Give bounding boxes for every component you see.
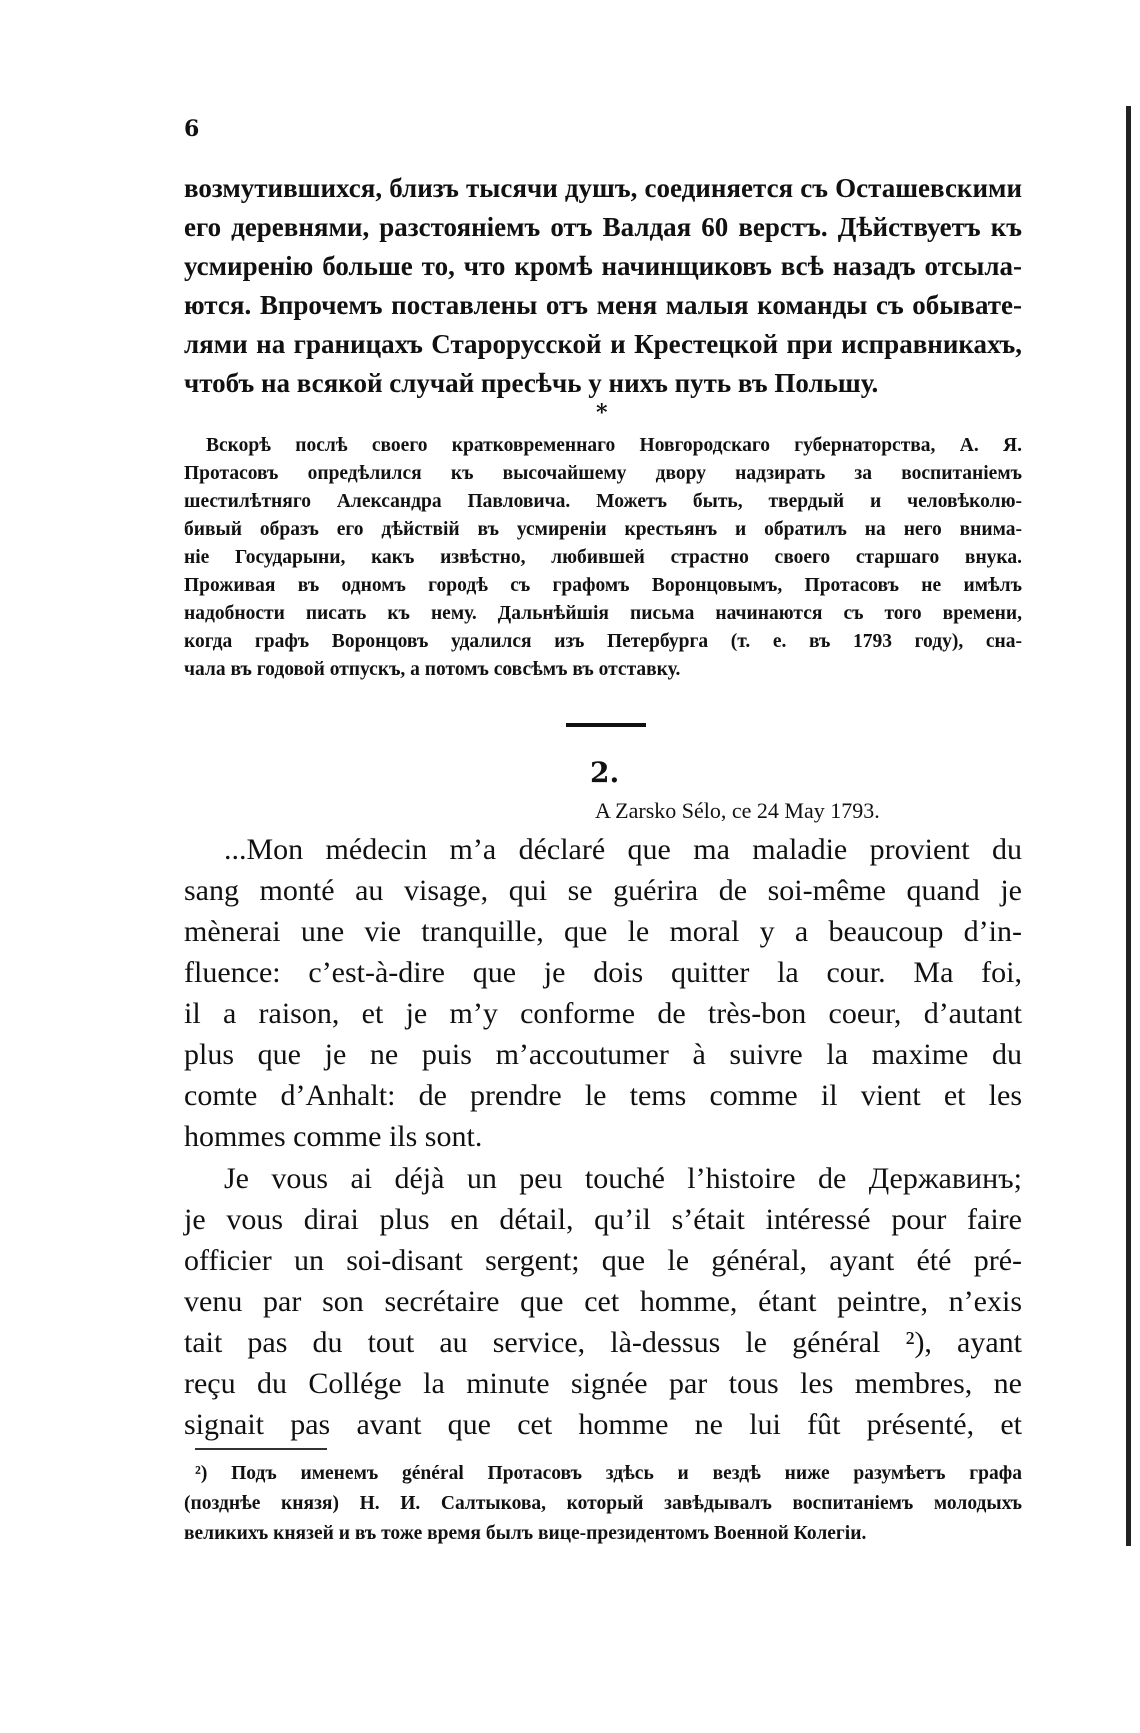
page-number: 6 — [184, 116, 200, 142]
french-text-line: sang monté au visage, qui se guérira de soi-même quand je — [184, 874, 1022, 907]
footnote-separator — [195, 1448, 327, 1450]
french-text-line: officier un soi-disant sergent; que le général, ayant été pré- — [184, 1244, 1022, 1277]
french-text-line: plus que je ne puis m’accoutumer à suivre la maxime du — [184, 1038, 1022, 1071]
french-text-line: venu par son secrétaire que cet homme, étant peintre, n’exis — [184, 1285, 1022, 1318]
french-text-line: fluence: c’est-à-dire que je dois quitter la cour. Ma foi, — [184, 956, 1022, 989]
french-text-line: reçu du Collége la minute signée par tous les membres, ne — [184, 1367, 1022, 1400]
french-text-line: il a raison, et je m’y conforme de très-bon coeur, d’autant — [184, 997, 1022, 1030]
french-text-line: hommes comme ils sont. — [184, 1120, 483, 1153]
french-text-line: signait pas avant que cet homme ne lui fût présenté, et — [184, 1408, 1022, 1441]
french-text-line: mènerai une vie tranquille, que le moral y a beaucoup d’in- — [184, 915, 1022, 948]
star-separator: * — [596, 400, 608, 426]
note-line: чала въ годовой отпускъ, а потомъ совсѣмъ въ отставку. — [184, 659, 681, 680]
letter-dateline: A Zarsko Sélo, ce 24 May 1793. — [595, 798, 880, 823]
page-edge-shadow — [1126, 106, 1131, 1546]
note-line: бивый образъ его дѣйствій въ усмиреніи крестьянъ и обратилъ на него внима- — [184, 519, 1022, 540]
letter-number: 2. — [590, 756, 620, 789]
note-line: надобности писать къ нему. Дальнѣйшія письма начинаются съ того времени, — [184, 603, 1022, 624]
footnote-line: (позднѣе князя) Н. И. Салтыкова, который завѣдывалъ воспитаніемъ молодыхъ — [184, 1493, 1022, 1514]
footnote-line: ²) Подъ именемъ général Протасовъ здѣсь и вездѣ ниже разумѣетъ графа — [195, 1463, 1022, 1484]
russian-text-line: ются. Впрочемъ поставлены отъ меня малыя команды съ обывате- — [184, 290, 1022, 320]
russian-text-line: его деревнями, разстояніемъ отъ Валдая 60 верстъ. Дѣйствуетъ къ — [184, 212, 1022, 242]
russian-text-line: чтобъ на всякой случай пресѣчь у нихъ путь въ Польшу. — [184, 368, 879, 398]
french-text-line: je vous dirai plus en détail, qu’il s’était intéressé pour faire — [184, 1203, 1022, 1236]
russian-text-line: возмутившихся, близъ тысячи душъ, соединяется съ Осташевскими — [184, 173, 1022, 203]
french-text-line: Je vous ai déjà un peu touché l’histoire de Державинъ; — [224, 1162, 1022, 1195]
french-text-line: comte d’Anhalt: de prendre le tems comme il vient et les — [184, 1079, 1022, 1112]
note-line: Протасовъ опредѣлился къ высочайшему двору надзирать за воспитаніемъ — [184, 463, 1022, 484]
french-text-line: ...Mon médecin m’a déclaré que ma maladie provient du — [224, 833, 1022, 866]
russian-text-line: усмиренію больше то, что кромѣ начинщиковъ всѣ назадъ отсыла- — [184, 251, 1022, 281]
note-line: шестилѣтняго Александра Павловича. Можетъ быть, твердый и человѣколю- — [184, 491, 1022, 512]
french-text-line: tait pas du tout au service, là-dessus le général ²), ayant — [184, 1326, 1022, 1359]
note-line: ніе Государыни, какъ извѣстно, любившей страстно своего старшаго внука. — [184, 547, 1022, 568]
note-line: когда графъ Воронцовъ удалился изъ Петербурга (т. е. въ 1793 году), сна- — [184, 631, 1022, 652]
note-line: Вскорѣ послѣ своего кратковременнаго Новгородскаго губернаторства, А. Я. — [206, 435, 1022, 456]
footnote-line: великихъ князей и въ тоже время былъ вице-президентомъ Военной Колегіи. — [184, 1523, 867, 1544]
section-rule — [566, 723, 646, 727]
russian-text-line: лями на границахъ Старорусской и Крестецкой при исправникахъ, — [184, 329, 1022, 359]
note-line: Проживая въ одномъ городѣ съ графомъ Воронцовымъ, Протасовъ не имѣлъ — [184, 575, 1022, 596]
